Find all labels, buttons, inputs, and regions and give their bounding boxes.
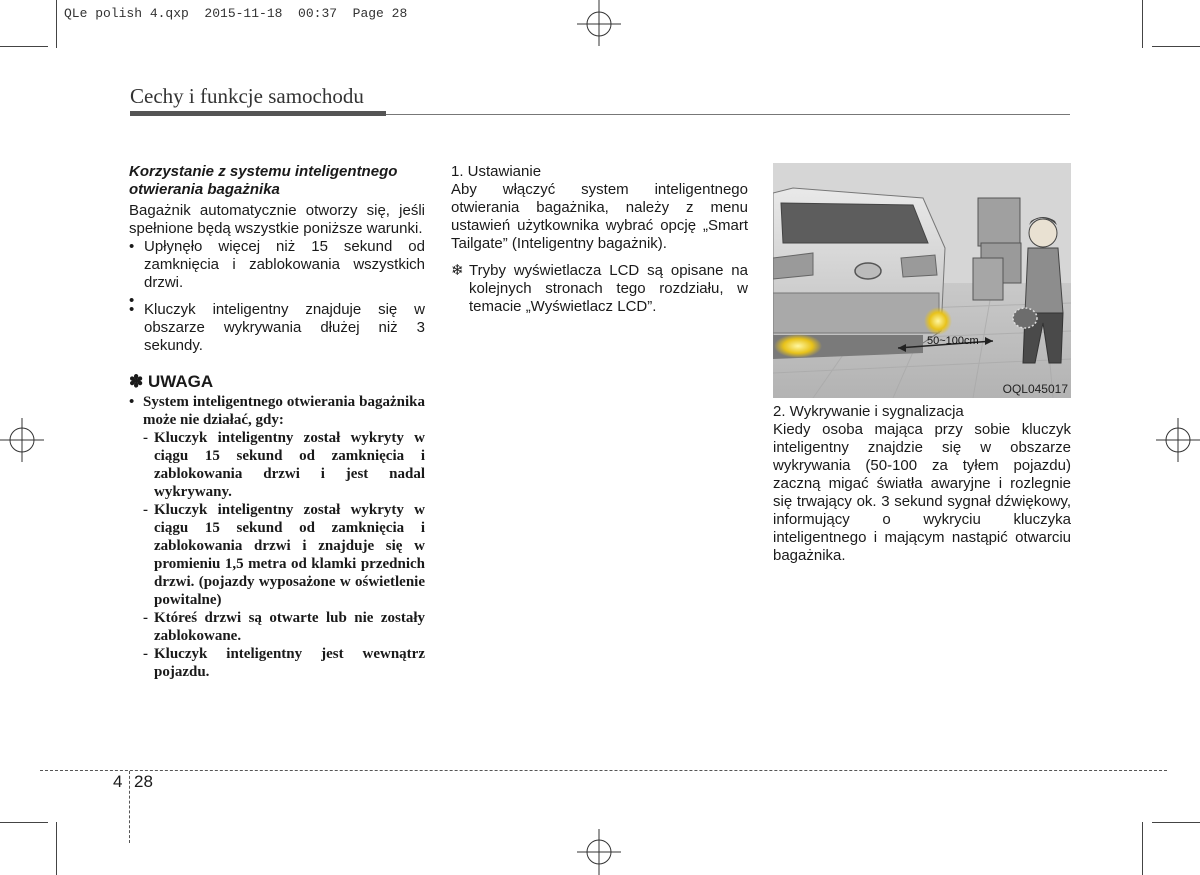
step-text: Aby włączyć system inteligentnego otwierania bagażnika, należy z menu ustawień użytkownika wybrać opcję „Smart Tailgate” (Inteligentny bagażnik). <box>451 181 748 252</box>
condition-list <box>129 238 425 355</box>
step-title: 2. Wykrywanie i sygnalizacja <box>773 403 964 420</box>
note-icon: ❄ <box>451 262 464 279</box>
caution-body <box>129 393 425 681</box>
registration-mark-icon <box>573 0 625 48</box>
crop-mark <box>0 822 48 823</box>
list-item: • Upłynęło więcej niż 15 sekund od zamknięcia i zablokowania wszystkich drzwi. <box>129 238 425 292</box>
list-item: • Kluczyk inteligentny znajduje się w obszarze wykrywania dłużej niż 3 sekundy. <box>129 301 425 355</box>
caution-item: - Któreś drzwi są otwarte lub nie zostały zablokowane. <box>143 610 425 644</box>
section-title: Cechy i funkcje samochodu <box>130 84 364 108</box>
footer-divider <box>129 771 130 843</box>
caution-item-text: Kluczyk inteligentny został wykryty w ciągu 15 sekund od zamknięcia i zablokowania drzwi i jest nadal wykrywany. <box>154 430 425 500</box>
caution-item: - Kluczyk inteligentny jest wewnątrz pojazdu. <box>143 646 425 680</box>
list-spacer <box>129 292 425 301</box>
registration-mark-icon <box>573 827 625 875</box>
registration-mark-icon <box>1154 414 1200 466</box>
middle-column <box>451 163 748 316</box>
distance-label: 50~100cm <box>927 335 979 347</box>
title-rule <box>386 114 1070 115</box>
crop-mark <box>56 822 57 875</box>
caution-lead: • System inteligentnego otwierania bagażnika może nie działać, gdy: <box>129 393 425 429</box>
right-column <box>773 403 1071 565</box>
subheading: Korzystanie z systemu inteligentnego otwierania bagażnika <box>129 163 398 198</box>
figure-code: OQL045017 <box>1002 382 1068 396</box>
crop-mark <box>1152 822 1200 823</box>
crop-mark <box>1142 822 1143 875</box>
left-column <box>129 163 425 681</box>
registration-mark-icon <box>0 414 46 466</box>
intro-text: Bagażnik automatycznie otworzy się, jeśli spełnione będą wszystkie poniższe warunki. <box>129 202 425 237</box>
note-text: Tryby wyświetlacza LCD są opisane na kolejnych stronach tego rozdziału, w temacie „Wyświetlacz LCD”. <box>469 262 748 315</box>
footer-rule <box>40 770 1167 771</box>
caution-title: ✽ UWAGA <box>129 372 214 391</box>
caution-item-text: Kluczyk inteligentny jest wewnątrz pojazdu. <box>154 646 425 680</box>
tailgate-illustration <box>773 163 1071 398</box>
crop-mark <box>0 46 48 47</box>
print-slug: QLe polish 4.qxp 2015-11-18 00:37 Page 28 <box>64 6 408 21</box>
step-text: Kiedy osoba mająca przy sobie kluczyk inteligentny znajdzie się w obszarze wykrywania (50-100 za tyłem pojazdu) zaczną migać światła awaryjne i rozlegnie się trwający ok. 3 sekund sygnał dźwiękowy, informujący o wykryciu kluczyka inteligentnego i mającym nastąpić otwarciu bagażnika. <box>773 421 1071 564</box>
caution-item: - Kluczyk inteligentny został wykryty w ciągu 15 sekund od zamknięcia i zablokowania drzwi i jest nadal wykrywany. <box>143 430 425 500</box>
note <box>451 262 748 316</box>
step-title: 1. Ustawianie <box>451 163 542 180</box>
crop-mark <box>1142 0 1143 48</box>
crop-mark <box>1152 46 1200 47</box>
chapter-number: 4 <box>113 772 123 791</box>
crop-mark <box>56 0 57 48</box>
caution-item-text: Kluczyk inteligentny został wykryty w ciągu 15 sekund od zamknięcia i zablokowania drzwi i znajduje się w promieniu 1,5 metra od klamki przednich drzwi. (pojazdy wyposażone w oświetlenie powitalne) <box>154 502 425 608</box>
page-number: 28 <box>134 772 153 791</box>
car-person-illustration <box>773 163 1071 398</box>
caution-item: - Kluczyk inteligentny został wykryty w ciągu 15 sekund od zamknięcia i zablokowania drzwi i znajduje się w promieniu 1,5 metra od klamki przednich drzwi. (pojazdy wyposażone w oświetlenie powitalne) <box>143 502 425 608</box>
title-rule <box>130 111 386 116</box>
caution-item-text: Któreś drzwi są otwarte lub nie zostały zablokowane. <box>154 610 425 644</box>
